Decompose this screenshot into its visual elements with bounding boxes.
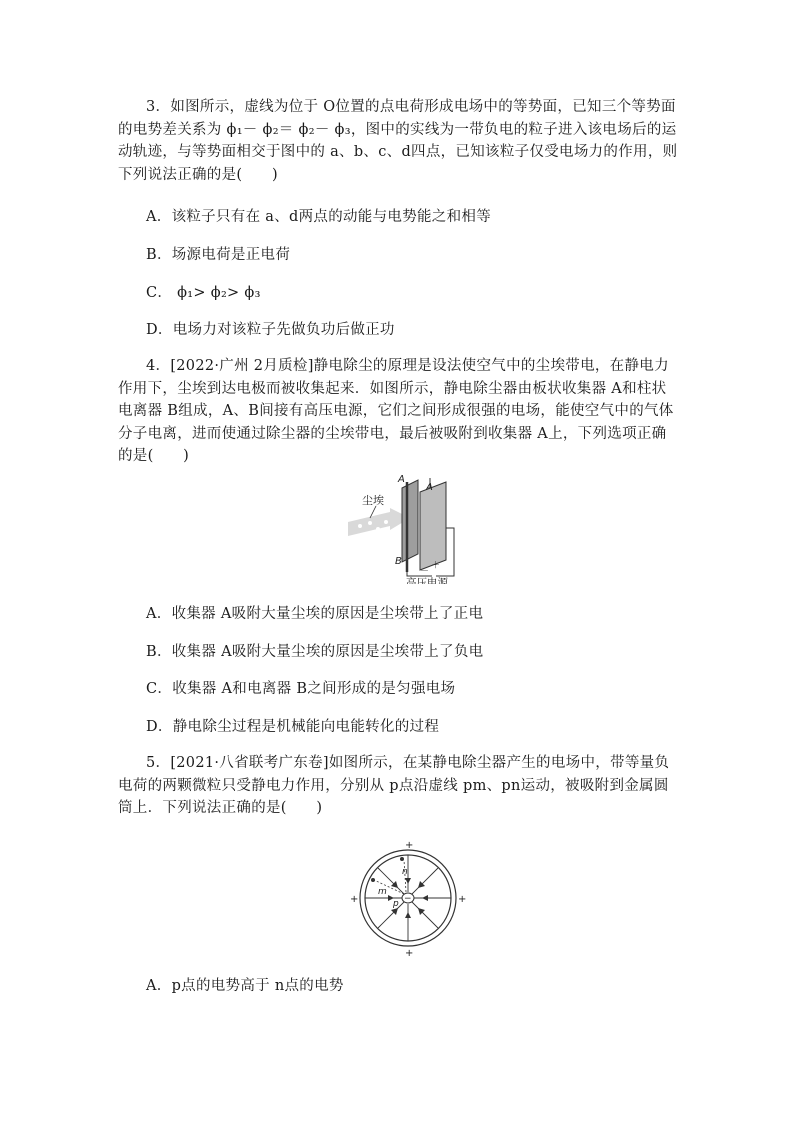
collector-plate-back [402,480,418,562]
collector-plate-front [420,482,446,570]
power-minus: － [420,567,430,577]
q3-option-b: B．场源电荷是正电荷 [146,247,291,263]
power-plus: ＋ [431,561,441,571]
q4-option-c: C．收集器 A和电离器 B之间形成的是匀强电场 [146,681,456,697]
electrostatic-precipitator-figure [340,468,470,584]
label-power-source: 高压电源 [406,577,448,584]
dust-flow-arrow [348,508,410,536]
plus-left: + [350,894,359,905]
label-a-front: A [426,482,433,493]
label-m: m [378,887,387,897]
q3-option-c: C． ϕ₁> ϕ₂> ϕ₃ [146,285,261,301]
q3-stem: 3．如图所示，虚线为位于 O位置的点电荷形成电场中的等势面，已知三个等势面的电势差关系为 ϕ₁－ ϕ₂＝ ϕ₂－ ϕ₃，图中的实线为一带负电的粒子进入该电场后的运动轨迹，与等势面相交于图中的 a、b、c、d四点，已知该粒子仅受电场力的作用，则下列说法正确的是( ) [118,99,678,183]
center-sign: − [404,894,412,904]
plus-bottom: + [405,948,414,956]
label-a-back: A [398,474,405,485]
dust-collector-cylinder-figure [350,840,466,956]
q5-stem: 5．[2021·八省联考广东卷]如图所示，在某静电除尘器产生的电场中，带等量负电荷的两颗微粒只受静电力作用，分别从 p点沿虚线 pm、pn运动，被吸附到金属圆筒上．下列说法正确的是( ) [118,755,670,816]
q4-option-d: D．静电除尘过程是机械能向电能转化的过程 [146,719,440,735]
label-n: n [402,867,408,877]
q3-option-a: A．该粒子只有在 a、d两点的动能与电势能之和相等 [146,209,492,225]
q4-option-a: A．收集器 A吸附大量尘埃的原因是尘埃带上了正电 [146,606,484,622]
label-p: p [393,899,399,909]
q4-option-b: B．收集器 A吸附大量尘埃的原因是尘埃带上了负电 [146,644,484,660]
plus-right: + [458,894,466,905]
label-dust: 尘埃 [362,494,384,507]
q4-stem: 4．[2022·广州 2月质检]静电除尘的原理是设法使空气中的尘埃带电，在静电力作用下，尘埃到达电极而被收集起来．如图所示，静电除尘器由板状收集器 A和柱状电离器 B组成，A、B间接有高压电源，它们之间形成很强的电场，能使空气中的气体分子电离，进而使通过除尘器的尘埃带电，最后被吸附到收集器 A上，下列选项正确的是( ) [118,358,674,464]
q5-option-a: A．p点的电势高于 n点的电势 [146,978,344,994]
label-b: B [395,556,402,567]
q3-option-d: D．电场力对该粒子先做负功后做正功 [146,322,395,338]
plus-top: + [405,840,414,851]
